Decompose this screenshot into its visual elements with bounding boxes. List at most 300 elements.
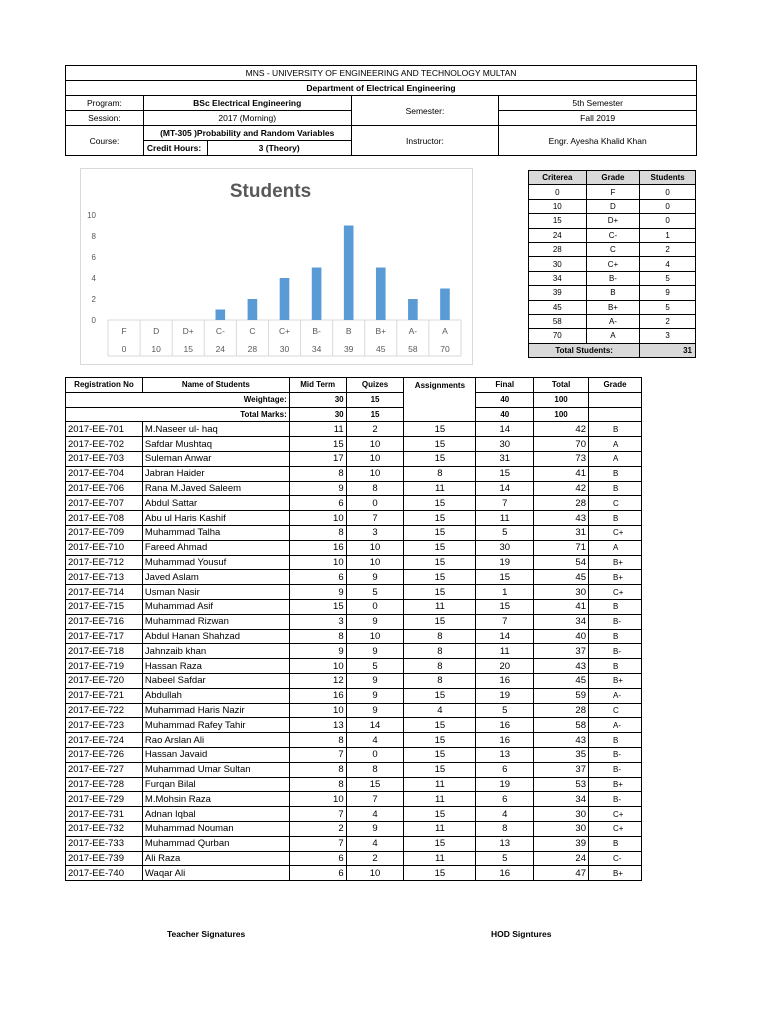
criteria-row [529, 257, 696, 271]
grade: B [589, 599, 642, 614]
grade-value: F [586, 185, 640, 199]
total-marks: 28 [534, 496, 589, 511]
final-marks: 30 [476, 540, 534, 555]
assignment-marks: 15 [404, 437, 476, 452]
course-header-table [65, 65, 697, 156]
quiz-marks: 9 [346, 688, 404, 703]
registration-no: 2017-EE-707 [66, 496, 143, 511]
grade-value: C+ [586, 257, 640, 271]
assignment-marks: 15 [404, 762, 476, 777]
x-criteria-label: 39 [343, 344, 354, 354]
university-name: MNS - UNIVERSITY OF ENGINEERING AND TECHNOLOGY MULTAN [66, 66, 697, 81]
registration-no: 2017-EE-728 [66, 777, 143, 792]
registration-no: 2017-EE-706 [66, 481, 143, 496]
total-marks: 43 [534, 511, 589, 526]
x-category-label: D+ [182, 326, 194, 336]
assignment-marks: 4 [404, 703, 476, 718]
students-count: 0 [640, 185, 696, 199]
registration-no: 2017-EE-703 [66, 451, 143, 466]
student-row [66, 585, 642, 600]
total-marks: 31 [534, 525, 589, 540]
course-value: (MT-305 )Probability and Random Variables [143, 126, 351, 141]
assignment-marks: 15 [404, 614, 476, 629]
total-marks: 42 [534, 422, 589, 437]
student-row [66, 466, 642, 481]
x-criteria-label: 10 [151, 344, 161, 354]
final-marks: 13 [476, 747, 534, 762]
final-marks: 16 [476, 718, 534, 733]
grade: A- [589, 688, 642, 703]
y-tick-label: 6 [91, 253, 96, 262]
total-marks: 34 [534, 792, 589, 807]
quiz-marks: 9 [346, 614, 404, 629]
bar-B [344, 226, 354, 321]
registration-no: 2017-EE-704 [66, 466, 143, 481]
student-name: Abdullah [142, 688, 289, 703]
mid-term-marks: 6 [289, 496, 346, 511]
mid-term-marks: 2 [289, 821, 346, 836]
student-row [66, 481, 642, 496]
mid-term-marks: 8 [289, 762, 346, 777]
grade-value: B [586, 286, 640, 300]
grade: B+ [589, 777, 642, 792]
final-marks: 15 [476, 570, 534, 585]
student-row [66, 851, 642, 866]
registration-no: 2017-EE-732 [66, 821, 143, 836]
bar-C+ [280, 278, 290, 320]
quiz-marks: 9 [346, 673, 404, 688]
grade: C+ [589, 821, 642, 836]
assignment-marks: 8 [404, 673, 476, 688]
quiz-marks: 4 [346, 836, 404, 851]
student-name: Rao Arslan Ali [142, 733, 289, 748]
x-category-label: B+ [375, 326, 387, 336]
bar-A- [408, 299, 418, 320]
assignment-marks: 15 [404, 807, 476, 822]
quiz-marks: 9 [346, 644, 404, 659]
grade: A- [589, 718, 642, 733]
bar-C [248, 299, 258, 320]
total-marks: 43 [534, 659, 589, 674]
header-name-of-students: Name of Students [142, 378, 289, 393]
assignment-marks: 15 [404, 496, 476, 511]
total-marks: 54 [534, 555, 589, 570]
criteria-header-grade: Grade [586, 171, 640, 185]
criteria-row [529, 286, 696, 300]
mid-term-marks: 8 [289, 525, 346, 540]
total-marks-final: 40 [476, 407, 534, 422]
total-marks: 41 [534, 466, 589, 481]
x-category-label: A [442, 326, 448, 336]
mid-term-marks: 7 [289, 747, 346, 762]
course-label: Course: [66, 126, 144, 156]
grade: B [589, 733, 642, 748]
final-marks: 13 [476, 836, 534, 851]
teacher-signature-label: Teacher Signatures [167, 929, 246, 939]
department-name: Department of Electrical Engineering [66, 81, 697, 96]
mid-term-marks: 8 [289, 733, 346, 748]
x-category-label: A- [408, 326, 418, 336]
criteria-row [529, 228, 696, 242]
quiz-marks: 2 [346, 422, 404, 437]
quiz-marks: 10 [346, 466, 404, 481]
criteria-row [529, 300, 696, 314]
assignment-marks: 11 [404, 821, 476, 836]
mid-term-marks: 8 [289, 777, 346, 792]
grade: B+ [589, 570, 642, 585]
mid-term-marks: 6 [289, 570, 346, 585]
semester-value: 5th Semester [499, 96, 697, 111]
x-criteria-label: 15 [183, 344, 193, 354]
total-students-row [529, 343, 696, 357]
header-assignments: Assignments [404, 378, 476, 422]
total-marks: 30 [534, 807, 589, 822]
registration-no: 2017-EE-740 [66, 866, 143, 881]
registration-no: 2017-EE-721 [66, 688, 143, 703]
assignment-marks: 11 [404, 481, 476, 496]
final-marks: 14 [476, 481, 534, 496]
grade-value: C- [586, 228, 640, 242]
final-marks: 31 [476, 451, 534, 466]
assignment-marks: 15 [404, 585, 476, 600]
final-marks: 30 [476, 437, 534, 452]
student-name: Safdar Mushtaq [142, 437, 289, 452]
student-name: Waqar Ali [142, 866, 289, 881]
total-marks-total: 100 [534, 407, 589, 422]
criteria-value: 10 [529, 199, 587, 213]
final-marks: 15 [476, 599, 534, 614]
registration-no: 2017-EE-710 [66, 540, 143, 555]
mid-term-marks: 17 [289, 451, 346, 466]
students-grade-chart [80, 168, 473, 365]
student-name: Usman Nasir [142, 585, 289, 600]
quiz-marks: 9 [346, 703, 404, 718]
assignment-marks: 15 [404, 511, 476, 526]
registration-no: 2017-EE-724 [66, 733, 143, 748]
grade: B- [589, 762, 642, 777]
quiz-marks: 10 [346, 555, 404, 570]
mid-term-marks: 10 [289, 792, 346, 807]
quiz-marks: 7 [346, 792, 404, 807]
mid-term-marks: 7 [289, 807, 346, 822]
grade: C [589, 703, 642, 718]
total-marks: 59 [534, 688, 589, 703]
registration-no: 2017-EE-739 [66, 851, 143, 866]
grade: B- [589, 792, 642, 807]
x-category-label: D [153, 326, 160, 336]
registration-no: 2017-EE-729 [66, 792, 143, 807]
header-final: Final [476, 378, 534, 393]
total-marks: 24 [534, 851, 589, 866]
registration-no: 2017-EE-717 [66, 629, 143, 644]
student-row [66, 437, 642, 452]
criteria-row [529, 199, 696, 213]
student-row [66, 836, 642, 851]
program-value: BSc Electrical Engineering [143, 96, 351, 111]
students-count: 5 [640, 300, 696, 314]
quiz-marks: 10 [346, 629, 404, 644]
x-criteria-label: 30 [279, 344, 290, 354]
total-marks: 45 [534, 673, 589, 688]
total-marks-quiz: 15 [346, 407, 404, 422]
students-count: 3 [640, 329, 696, 343]
students-count: 2 [640, 242, 696, 256]
quiz-marks: 0 [346, 599, 404, 614]
final-marks: 14 [476, 629, 534, 644]
student-name: Fareed Ahmad [142, 540, 289, 555]
criteria-header-row [529, 171, 696, 185]
final-marks: 19 [476, 555, 534, 570]
assignment-marks: 15 [404, 540, 476, 555]
final-marks: 16 [476, 673, 534, 688]
grade-value: A [586, 329, 640, 343]
total-marks: 53 [534, 777, 589, 792]
total-marks-row [66, 407, 642, 422]
registration-no: 2017-EE-716 [66, 614, 143, 629]
registration-no: 2017-EE-713 [66, 570, 143, 585]
registration-no: 2017-EE-720 [66, 673, 143, 688]
total-marks: 41 [534, 599, 589, 614]
assignment-marks: 15 [404, 422, 476, 437]
chart-title: Students [229, 181, 312, 202]
criteria-value: 70 [529, 329, 587, 343]
credit-hours-value: 3 (Theory) [207, 141, 351, 156]
mid-term-marks: 6 [289, 866, 346, 881]
mid-term-marks: 13 [289, 718, 346, 733]
weightage-total: 100 [534, 392, 589, 407]
assignment-marks: 15 [404, 747, 476, 762]
chart-canvas [81, 169, 472, 364]
students-count: 4 [640, 257, 696, 271]
students-count: 5 [640, 271, 696, 285]
grade: B+ [589, 673, 642, 688]
header-grade: Grade [589, 378, 642, 393]
quiz-marks: 3 [346, 525, 404, 540]
student-name: Hassan Raza [142, 659, 289, 674]
mid-term-marks: 9 [289, 585, 346, 600]
x-category-label: B [345, 326, 352, 336]
registration-no: 2017-EE-702 [66, 437, 143, 452]
student-row [66, 866, 642, 881]
total-marks: 28 [534, 703, 589, 718]
criteria-value: 58 [529, 314, 587, 328]
quiz-marks: 15 [346, 777, 404, 792]
student-name: Muhammad Nouman [142, 821, 289, 836]
student-row [66, 703, 642, 718]
final-marks: 19 [476, 777, 534, 792]
total-marks: 58 [534, 718, 589, 733]
assignment-marks: 11 [404, 792, 476, 807]
mid-term-marks: 15 [289, 437, 346, 452]
grade: A [589, 437, 642, 452]
total-marks: 70 [534, 437, 589, 452]
criteria-row [529, 314, 696, 328]
x-criteria-label: 34 [311, 344, 322, 354]
mid-term-marks: 16 [289, 688, 346, 703]
y-tick-label: 10 [87, 211, 96, 220]
student-row [66, 688, 642, 703]
registration-no: 2017-EE-719 [66, 659, 143, 674]
criteria-row [529, 185, 696, 199]
mid-term-marks: 9 [289, 644, 346, 659]
x-category-label: C- [215, 326, 225, 336]
semester-label: Semester: [351, 96, 499, 126]
student-name: Muhammad Rafey Tahir [142, 718, 289, 733]
assignment-marks: 11 [404, 599, 476, 614]
final-marks: 20 [476, 659, 534, 674]
grade: B [589, 629, 642, 644]
grade: B- [589, 747, 642, 762]
x-criteria-label: 45 [376, 344, 386, 354]
assignment-marks: 15 [404, 733, 476, 748]
registration-no: 2017-EE-715 [66, 599, 143, 614]
registration-no: 2017-EE-722 [66, 703, 143, 718]
registration-no: 2017-EE-727 [66, 762, 143, 777]
total-marks: 39 [534, 836, 589, 851]
session-label: Session: [66, 111, 144, 126]
quiz-marks: 9 [346, 570, 404, 585]
x-criteria-label: 0 [121, 344, 127, 354]
student-row [66, 659, 642, 674]
student-name: Jabran Haider [142, 466, 289, 481]
student-row [66, 644, 642, 659]
quiz-marks: 2 [346, 851, 404, 866]
students-count: 0 [640, 214, 696, 228]
final-marks: 11 [476, 644, 534, 659]
header-quizes: Quizes [346, 378, 404, 393]
grade-value: B- [586, 271, 640, 285]
final-marks: 7 [476, 496, 534, 511]
instructor-label: Instructor: [351, 126, 499, 156]
assignment-marks: 15 [404, 570, 476, 585]
mid-term-marks: 10 [289, 511, 346, 526]
quiz-marks: 5 [346, 659, 404, 674]
quiz-marks: 10 [346, 451, 404, 466]
total-marks: 71 [534, 540, 589, 555]
term-value: Fall 2019 [499, 111, 697, 126]
total-marks-grade-empty [589, 407, 642, 422]
final-marks: 4 [476, 807, 534, 822]
weightage-grade-empty [589, 392, 642, 407]
registration-no: 2017-EE-701 [66, 422, 143, 437]
total-marks: 37 [534, 762, 589, 777]
registration-no: 2017-EE-708 [66, 511, 143, 526]
quiz-marks: 4 [346, 807, 404, 822]
registration-no: 2017-EE-714 [66, 585, 143, 600]
registration-no: 2017-EE-726 [66, 747, 143, 762]
students-count: 9 [640, 286, 696, 300]
final-marks: 15 [476, 466, 534, 481]
student-name: Rana M.Javed Saleem [142, 481, 289, 496]
grade: C- [589, 851, 642, 866]
grade: A [589, 451, 642, 466]
criteria-value: 39 [529, 286, 587, 300]
student-name: Adnan Iqbal [142, 807, 289, 822]
quiz-marks: 10 [346, 866, 404, 881]
x-category-label: F [121, 326, 127, 336]
bar-B- [312, 268, 322, 321]
student-name: Nabeel Safdar [142, 673, 289, 688]
session-value: 2017 (Morning) [143, 111, 351, 126]
total-marks: 73 [534, 451, 589, 466]
student-row [66, 511, 642, 526]
total-marks: 30 [534, 821, 589, 836]
assignment-marks: 15 [404, 555, 476, 570]
assignment-marks: 15 [404, 866, 476, 881]
criteria-row [529, 271, 696, 285]
x-category-label: B- [312, 326, 321, 336]
student-name: M.Naseer ul- haq [142, 422, 289, 437]
assignment-marks: 8 [404, 629, 476, 644]
grade: B- [589, 644, 642, 659]
quiz-marks: 10 [346, 540, 404, 555]
mid-term-marks: 16 [289, 540, 346, 555]
grade: A [589, 540, 642, 555]
grade-criteria-table [528, 170, 696, 358]
grade-value: A- [586, 314, 640, 328]
registration-no: 2017-EE-733 [66, 836, 143, 851]
header-registration-no: Registration No [66, 378, 143, 393]
student-name: Jahnzaib khan [142, 644, 289, 659]
mid-term-marks: 15 [289, 599, 346, 614]
x-criteria-label: 28 [247, 344, 258, 354]
grade-value: D+ [586, 214, 640, 228]
student-name: Muhammad Talha [142, 525, 289, 540]
student-row [66, 673, 642, 688]
quiz-marks: 0 [346, 496, 404, 511]
total-marks: 30 [534, 585, 589, 600]
grade: C+ [589, 525, 642, 540]
student-row [66, 599, 642, 614]
grade: B+ [589, 866, 642, 881]
assignment-marks: 8 [404, 466, 476, 481]
instructor-value: Engr. Ayesha Khalid Khan [499, 126, 697, 156]
weightage-label: Weightage: [66, 392, 290, 407]
mid-term-marks: 10 [289, 555, 346, 570]
total-marks: 35 [534, 747, 589, 762]
student-name: Muhammad Rizwan [142, 614, 289, 629]
final-marks: 5 [476, 525, 534, 540]
criteria-row [529, 242, 696, 256]
student-name: Muhammad Umar Sultan [142, 762, 289, 777]
grade-value: C [586, 242, 640, 256]
total-marks: 40 [534, 629, 589, 644]
final-marks: 8 [476, 821, 534, 836]
mid-term-marks: 9 [289, 481, 346, 496]
criteria-value: 15 [529, 214, 587, 228]
quiz-marks: 5 [346, 585, 404, 600]
student-row [66, 733, 642, 748]
mid-term-marks: 11 [289, 422, 346, 437]
grade: C+ [589, 807, 642, 822]
student-row [66, 570, 642, 585]
total-marks: 37 [534, 644, 589, 659]
program-label: Program: [66, 96, 144, 111]
header-total: Total [534, 378, 589, 393]
assignment-marks: 15 [404, 525, 476, 540]
grade: B- [589, 614, 642, 629]
total-marks: 42 [534, 481, 589, 496]
student-name: Muhammad Qurban [142, 836, 289, 851]
grade: C [589, 496, 642, 511]
final-marks: 5 [476, 703, 534, 718]
y-tick-label: 0 [91, 316, 96, 325]
student-name: Muhammad Yousuf [142, 555, 289, 570]
students-count: 0 [640, 199, 696, 213]
quiz-marks: 9 [346, 821, 404, 836]
mid-term-marks: 7 [289, 836, 346, 851]
assignment-marks: 8 [404, 659, 476, 674]
